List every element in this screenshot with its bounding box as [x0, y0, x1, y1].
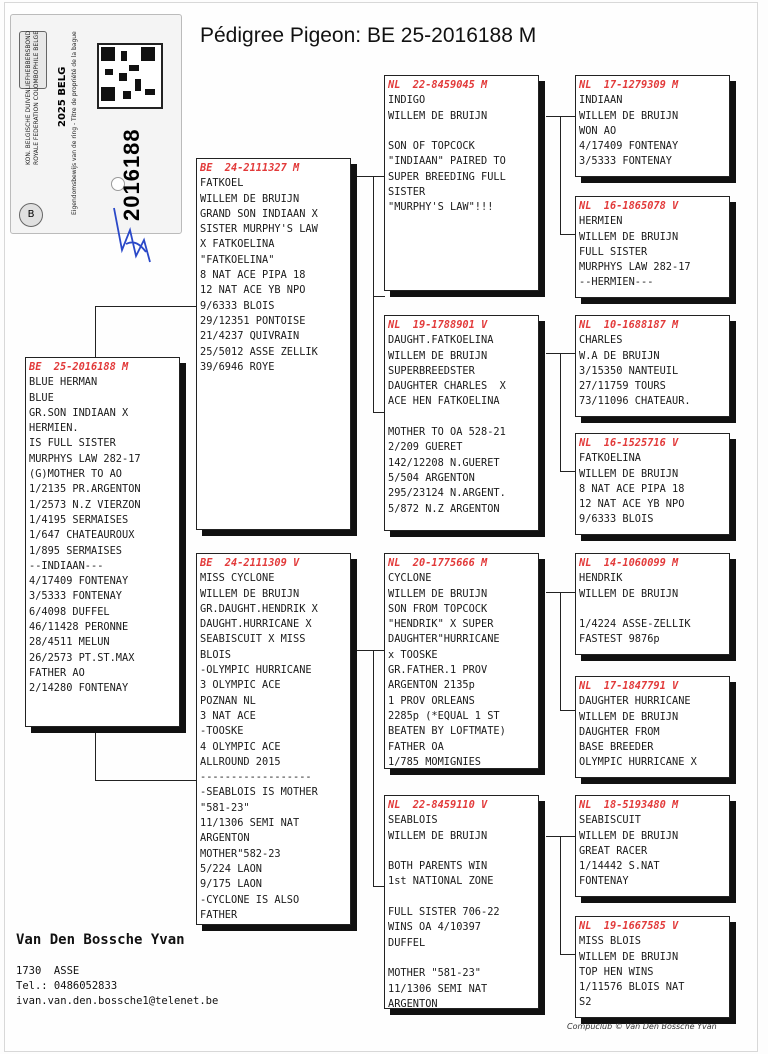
pedigree-line: 1/785 MOMIGNIES — [388, 755, 481, 768]
pedigree-line: DAUGHT.HURRICANE X — [200, 618, 312, 631]
pedigree-line: 2/209 GUERET — [388, 441, 463, 454]
pedigree-line: HERMIEN. — [29, 422, 79, 435]
ring-number-header: NL 16-1525716 V — [579, 437, 679, 449]
pedigree-line: POZNAN NL — [200, 694, 256, 707]
pedigree-line: x TOOSKE — [388, 648, 438, 661]
pedigree-line: 4 OLYMPIC ACE — [200, 740, 281, 753]
connector — [357, 650, 373, 651]
connector — [560, 836, 575, 837]
pedigree-box-sdd — [575, 433, 730, 535]
pedigree-box-ssd — [575, 196, 730, 298]
pedigree-box-dam — [196, 553, 351, 925]
pedigree-line: SISTER MURPHY'S LAW — [200, 223, 318, 236]
pedigree-line: MOTHER "581-23" — [388, 967, 481, 980]
pedigree-line: FATKOELINA — [579, 452, 641, 465]
ring-card-line2: ROYALE FEDERATION COLOMBOPHILE BELGE — [33, 31, 40, 165]
pedigree-line: DUFFEL — [388, 936, 426, 949]
pedigree-line: WILLEM DE BRUIJN — [579, 467, 679, 480]
pedigree-line: 12 NAT ACE YB NPO — [200, 284, 306, 297]
pedigree-line: WILLEM DE BRUIJN — [579, 950, 679, 963]
pedigree-line: 9/6333 BLOIS — [200, 299, 275, 312]
pedigree-line: WILLEM DE BRUIJN — [200, 587, 300, 600]
pedigree-line: WILLEM DE BRUIJN — [388, 109, 488, 122]
pedigree-line: ARGENTON — [200, 832, 250, 845]
pedigree-line: INDIGO — [388, 94, 426, 107]
pedigree-line: SON OF TOPCOCK — [388, 140, 475, 153]
pedigree-line: "INDIAAN" PAIRED TO — [388, 155, 506, 168]
pedigree-line: 6/4098 DUFFEL — [29, 605, 110, 618]
pedigree-line: WON AO — [579, 124, 617, 137]
pedigree-line — [388, 890, 535, 905]
pedigree-line: "MURPHY'S LAW"!!! — [388, 201, 494, 214]
pedigree-line — [388, 124, 535, 139]
connector — [560, 836, 561, 954]
connector — [560, 471, 575, 472]
pedigree-box-sds — [575, 315, 730, 417]
pedigree-line: 1/11576 BLOIS NAT — [579, 981, 685, 994]
pedigree-line: WILLEM DE BRUIJN — [579, 587, 679, 600]
pedigree-line: 5/504 ARGENTON — [388, 471, 475, 484]
pedigree-line: WILLEM DE BRUIJN — [388, 829, 488, 842]
pedigree-line: -OLYMPIC HURRICANE — [200, 664, 312, 677]
pedigree-line: 12 NAT ACE YB NPO — [579, 498, 685, 511]
connector — [95, 306, 197, 307]
pedigree-line: 8 NAT ACE PIPA 18 — [579, 482, 685, 495]
pedigree-line: IS FULL SISTER — [29, 437, 116, 450]
connector — [546, 353, 560, 354]
pedigree-line: 1/4195 SERMAISES — [29, 513, 129, 526]
pedigree-line: HENDRIK — [579, 572, 623, 585]
pedigree-line: 5/872 N.Z ARGENTON — [388, 502, 500, 515]
pedigree-line: FATHER OA — [388, 740, 444, 753]
pedigree-box-dss — [575, 553, 730, 655]
pedigree-line: GR.SON INDIAAN X — [29, 406, 129, 419]
pedigree-line: FATHER — [200, 908, 238, 921]
pedigree-line: 1/4224 ASSE-ZELLIK — [579, 618, 691, 631]
pedigree-line: W.A DE BRUIJN — [579, 349, 660, 362]
footer-credit: Compuclub © Van Den Bossche Yvan — [567, 1022, 717, 1031]
pedigree-line: 1/647 CHATEAUROUX — [29, 529, 135, 542]
pedigree-line: BOTH PARENTS WIN — [388, 860, 488, 873]
pedigree-line: 2285p (*EQUAL 1 ST — [388, 709, 500, 722]
pedigree-box-dam-dam — [384, 795, 539, 1009]
pedigree-line: SISTER — [388, 186, 426, 199]
pedigree-line: GRAND SON INDIAAN X — [200, 207, 318, 220]
ring-number-header: NL 19-1667585 V — [579, 920, 679, 932]
pedigree-line: --INDIAAN--- — [29, 559, 104, 572]
pedigree-line: MOTHER"582-23 — [200, 847, 281, 860]
pedigree-line: FATHER AO — [29, 666, 85, 679]
connector — [373, 176, 374, 412]
connector — [560, 234, 575, 235]
pedigree-line: 4/17409 FONTENAY — [29, 575, 129, 588]
pedigree-line: WILLEM DE BRUIJN — [579, 829, 679, 842]
pedigree-line: BLUE — [29, 391, 54, 404]
signature-icon — [100, 200, 160, 270]
pedigree-line: FASTEST 9876p — [579, 633, 660, 646]
pedigree-line: BEATEN BY LOFTMATE) — [388, 725, 506, 738]
pedigree-line: ARGENTON 2135p — [388, 679, 475, 692]
pedigree-line — [579, 602, 726, 617]
pedigree-line: ------------------ — [200, 771, 312, 784]
pedigree-box-sire-dam — [384, 315, 539, 531]
ring-number: 2016188 — [119, 128, 144, 221]
pedigree-line: 28/4511 MELUN — [29, 636, 110, 649]
pedigree-line: FONTENAY — [579, 875, 629, 888]
ring-number-header: NL 22-8459110 V — [388, 799, 488, 811]
pedigree-line: 3/15350 NANTEUIL — [579, 364, 679, 377]
pedigree-line: 29/12351 PONTOISE — [200, 314, 306, 327]
pedigree-line: 26/2573 PT.ST.MAX — [29, 651, 135, 664]
ring-number-header: NL 19-1788901 V — [388, 319, 488, 331]
pedigree-line: 9/175 LAON — [200, 878, 262, 891]
pedigree-line — [388, 951, 535, 966]
pedigree-line: FULL SISTER 706-22 — [388, 906, 500, 919]
qr-code-icon — [97, 43, 163, 109]
connector — [560, 592, 575, 593]
connector — [560, 353, 575, 354]
pedigree-line: SON FROM TOPCOCK — [388, 602, 488, 615]
pedigree-line: ARGENTON — [388, 997, 438, 1009]
connector — [373, 650, 374, 886]
ring-card-line3: Eigendomsbewijs van de ring - Titre de propriété de la bague — [71, 31, 78, 215]
pedigree-line: X FATKOELINA — [200, 238, 275, 251]
pedigree-line: SUPER BREEDING FULL — [388, 170, 506, 183]
pedigree-box-sire — [196, 158, 351, 530]
page-title: Pédigree Pigeon: BE 25-2016188 M — [200, 24, 537, 47]
owner-email: ivan.van.den.bossche1@telenet.be — [16, 995, 219, 1007]
owner-address: 1730 ASSE — [16, 965, 80, 977]
connector — [560, 116, 561, 234]
ring-number-header: BE 24-2111327 M — [200, 162, 300, 174]
pedigree-line: DAUGHTER FROM — [579, 725, 660, 738]
pedigree-line: WILLEM DE BRUIJN — [579, 710, 679, 723]
pedigree-line: ALLROUND 2015 — [200, 755, 281, 768]
ring-card-year: 2025 BELG — [57, 66, 68, 127]
connector — [546, 116, 560, 117]
pedigree-line: GREAT RACER — [579, 844, 648, 857]
pedigree-line: 4/17409 FONTENAY — [579, 140, 679, 153]
pedigree-line: 73/11096 CHATEAUR. — [579, 395, 691, 408]
connector — [357, 176, 373, 177]
pedigree-line: 3 OLYMPIC ACE — [200, 679, 281, 692]
owner-phone: Tel.: 0486052833 — [16, 980, 118, 992]
pedigree-line: BASE BREEDER — [579, 741, 654, 754]
pedigree-line — [388, 410, 535, 425]
belgian-b-logo-icon: B — [19, 203, 43, 227]
connector — [373, 296, 385, 297]
pedigree-line: TOP HEN WINS — [579, 965, 654, 978]
pedigree-line: "HENDRIK" X SUPER — [388, 618, 494, 631]
connector — [95, 780, 197, 781]
pedigree-line: 8 NAT ACE PIPA 18 — [200, 269, 306, 282]
pedigree-line: 2/14280 FONTENAY — [29, 682, 129, 695]
pedigree-line: 3/5333 FONTENAY — [579, 155, 672, 168]
pedigree-line: BLUE HERMAN — [29, 376, 98, 389]
pedigree-line: 21/4237 QUIVRAIN — [200, 330, 300, 343]
pedigree-line: "FATKOELINA" — [200, 253, 275, 266]
pedigree-line: 11/1306 SEMI NAT — [388, 982, 488, 995]
pedigree-line: OLYMPIC HURRICANE X — [579, 756, 697, 769]
pedigree-box-ddd — [575, 916, 730, 1018]
connector — [560, 954, 575, 955]
pedigree-line: -CYCLONE IS ALSO — [200, 893, 300, 906]
pedigree-line: 39/6946 ROYE — [200, 360, 275, 373]
pedigree-line: DAUGHTER HURRICANE — [579, 695, 691, 708]
pedigree-line: FATKOEL — [200, 177, 244, 190]
pedigree-line: 142/12208 N.GUERET — [388, 456, 500, 469]
pedigree-line: DAUGHTER"HURRICANE — [388, 633, 500, 646]
connector — [95, 306, 96, 358]
pedigree-line: FULL SISTER — [579, 245, 648, 258]
pedigree-line: -SEABLOIS IS MOTHER — [200, 786, 318, 799]
pedigree-line: SEABLOIS — [388, 814, 438, 827]
pedigree-line: INDIAAN — [579, 94, 623, 107]
pedigree-line: GR.FATHER.1 PROV — [388, 664, 488, 677]
pedigree-line: SEABISCUIT X MISS — [200, 633, 306, 646]
ring-number-header: NL 14-1060099 M — [579, 557, 679, 569]
pedigree-line: 1/2573 N.Z VIERZON — [29, 498, 141, 511]
owner-name: Van Den Bossche Yvan — [16, 932, 185, 948]
pedigree-line: SUPERBREEDSTER — [388, 364, 475, 377]
pedigree-line: 9/6333 BLOIS — [579, 513, 654, 526]
pedigree-box-dam-sire — [384, 553, 539, 769]
pedigree-line: (G)MOTHER TO AO — [29, 468, 122, 481]
pedigree-line: 3 NAT ACE — [200, 709, 256, 722]
ring-number-header: NL 17-1279309 M — [579, 79, 679, 91]
pedigree-line: WILLEM DE BRUIJN — [200, 192, 300, 205]
pedigree-box-sire-sire — [384, 75, 539, 291]
pedigree-line: 1/2135 PR.ARGENTON — [29, 483, 141, 496]
pedigree-line: BLOIS — [200, 648, 231, 661]
ring-number-header: NL 10-1688187 M — [579, 319, 679, 331]
pedigree-line: ACE HEN FATKOELINA — [388, 395, 500, 408]
pedigree-line: SEABISCUIT — [579, 814, 641, 827]
pedigree-line: MOTHER TO OA 528-21 — [388, 426, 506, 439]
pedigree-line: 3/5333 FONTENAY — [29, 590, 122, 603]
pedigree-line: WILLEM DE BRUIJN — [579, 230, 679, 243]
pedigree-line: 11/1306 SEMI NAT — [200, 817, 300, 830]
pedigree-line: MURPHYS LAW 282-17 — [579, 261, 691, 274]
pedigree-line: DAUGHTER CHARLES X — [388, 380, 506, 393]
pedigree-line: 5/224 LAON — [200, 862, 262, 875]
connector — [546, 592, 560, 593]
pedigree-line: 295/23124 N.ARGENT. — [388, 487, 506, 500]
pedigree-line: WILLEM DE BRUIJN — [579, 109, 679, 122]
pedigree-line — [388, 844, 535, 859]
pedigree-line: MURPHYS LAW 282-17 — [29, 452, 141, 465]
pedigree-line: 1/14442 S.NAT — [579, 860, 660, 873]
pedigree-line: WILLEM DE BRUIJN — [388, 349, 488, 362]
pedigree-line: 46/11428 PERONNE — [29, 621, 129, 634]
ring-number-header: NL 22-8459045 M — [388, 79, 488, 91]
ring-card-line1: KON. BELGISCHE DUIVENLIEFHEBBERSBOND — [25, 30, 32, 165]
pedigree-line: WILLEM DE BRUIJN — [388, 587, 488, 600]
pedigree-line: --HERMIEN--- — [579, 276, 654, 289]
connector — [560, 353, 561, 471]
pedigree-box-sss — [575, 75, 730, 177]
pedigree-line: MISS CYCLONE — [200, 572, 275, 585]
pedigree-line: CYCLONE — [388, 572, 432, 585]
pedigree-line: -TOOSKE — [200, 725, 244, 738]
pedigree-line: MISS BLOIS — [579, 935, 641, 948]
pedigree-line: DAUGHT.FATKOELINA — [388, 334, 494, 347]
pedigree-line: S2 — [579, 996, 592, 1009]
pedigree-box-dds — [575, 795, 730, 897]
pedigree-box-subject — [25, 357, 180, 727]
ring-number-header: NL 16-1865078 V — [579, 200, 679, 212]
pedigree-line: "581-23" — [200, 801, 250, 814]
ring-number-header: NL 17-1847791 V — [579, 680, 679, 692]
pedigree-box-dsd — [575, 676, 730, 778]
connector — [95, 726, 96, 780]
connector — [560, 116, 575, 117]
pedigree-line: 25/5012 ASSE ZELLIK — [200, 345, 318, 358]
pedigree-line: WINS OA 4/10397 — [388, 921, 481, 934]
pedigree-line: 1 PROV ORLEANS — [388, 694, 475, 707]
pedigree-line: CHARLES — [579, 334, 623, 347]
pedigree-line: 1/895 SERMAISES — [29, 544, 122, 557]
connector — [546, 836, 560, 837]
ring-number-header: NL 18-5193480 M — [579, 799, 679, 811]
ring-number-header: NL 20-1775666 M — [388, 557, 488, 569]
ring-number-header: BE 25-2016188 M — [29, 361, 129, 373]
connector — [560, 592, 561, 710]
pedigree-line: 27/11759 TOURS — [579, 380, 666, 393]
ring-number-header: BE 24-2111309 V — [200, 557, 300, 569]
pedigree-line: 1st NATIONAL ZONE — [388, 875, 494, 888]
pedigree-line: HERMIEN — [579, 215, 623, 228]
pedigree-line: GR.DAUGHT.HENDRIK X — [200, 602, 318, 615]
connector — [560, 710, 575, 711]
